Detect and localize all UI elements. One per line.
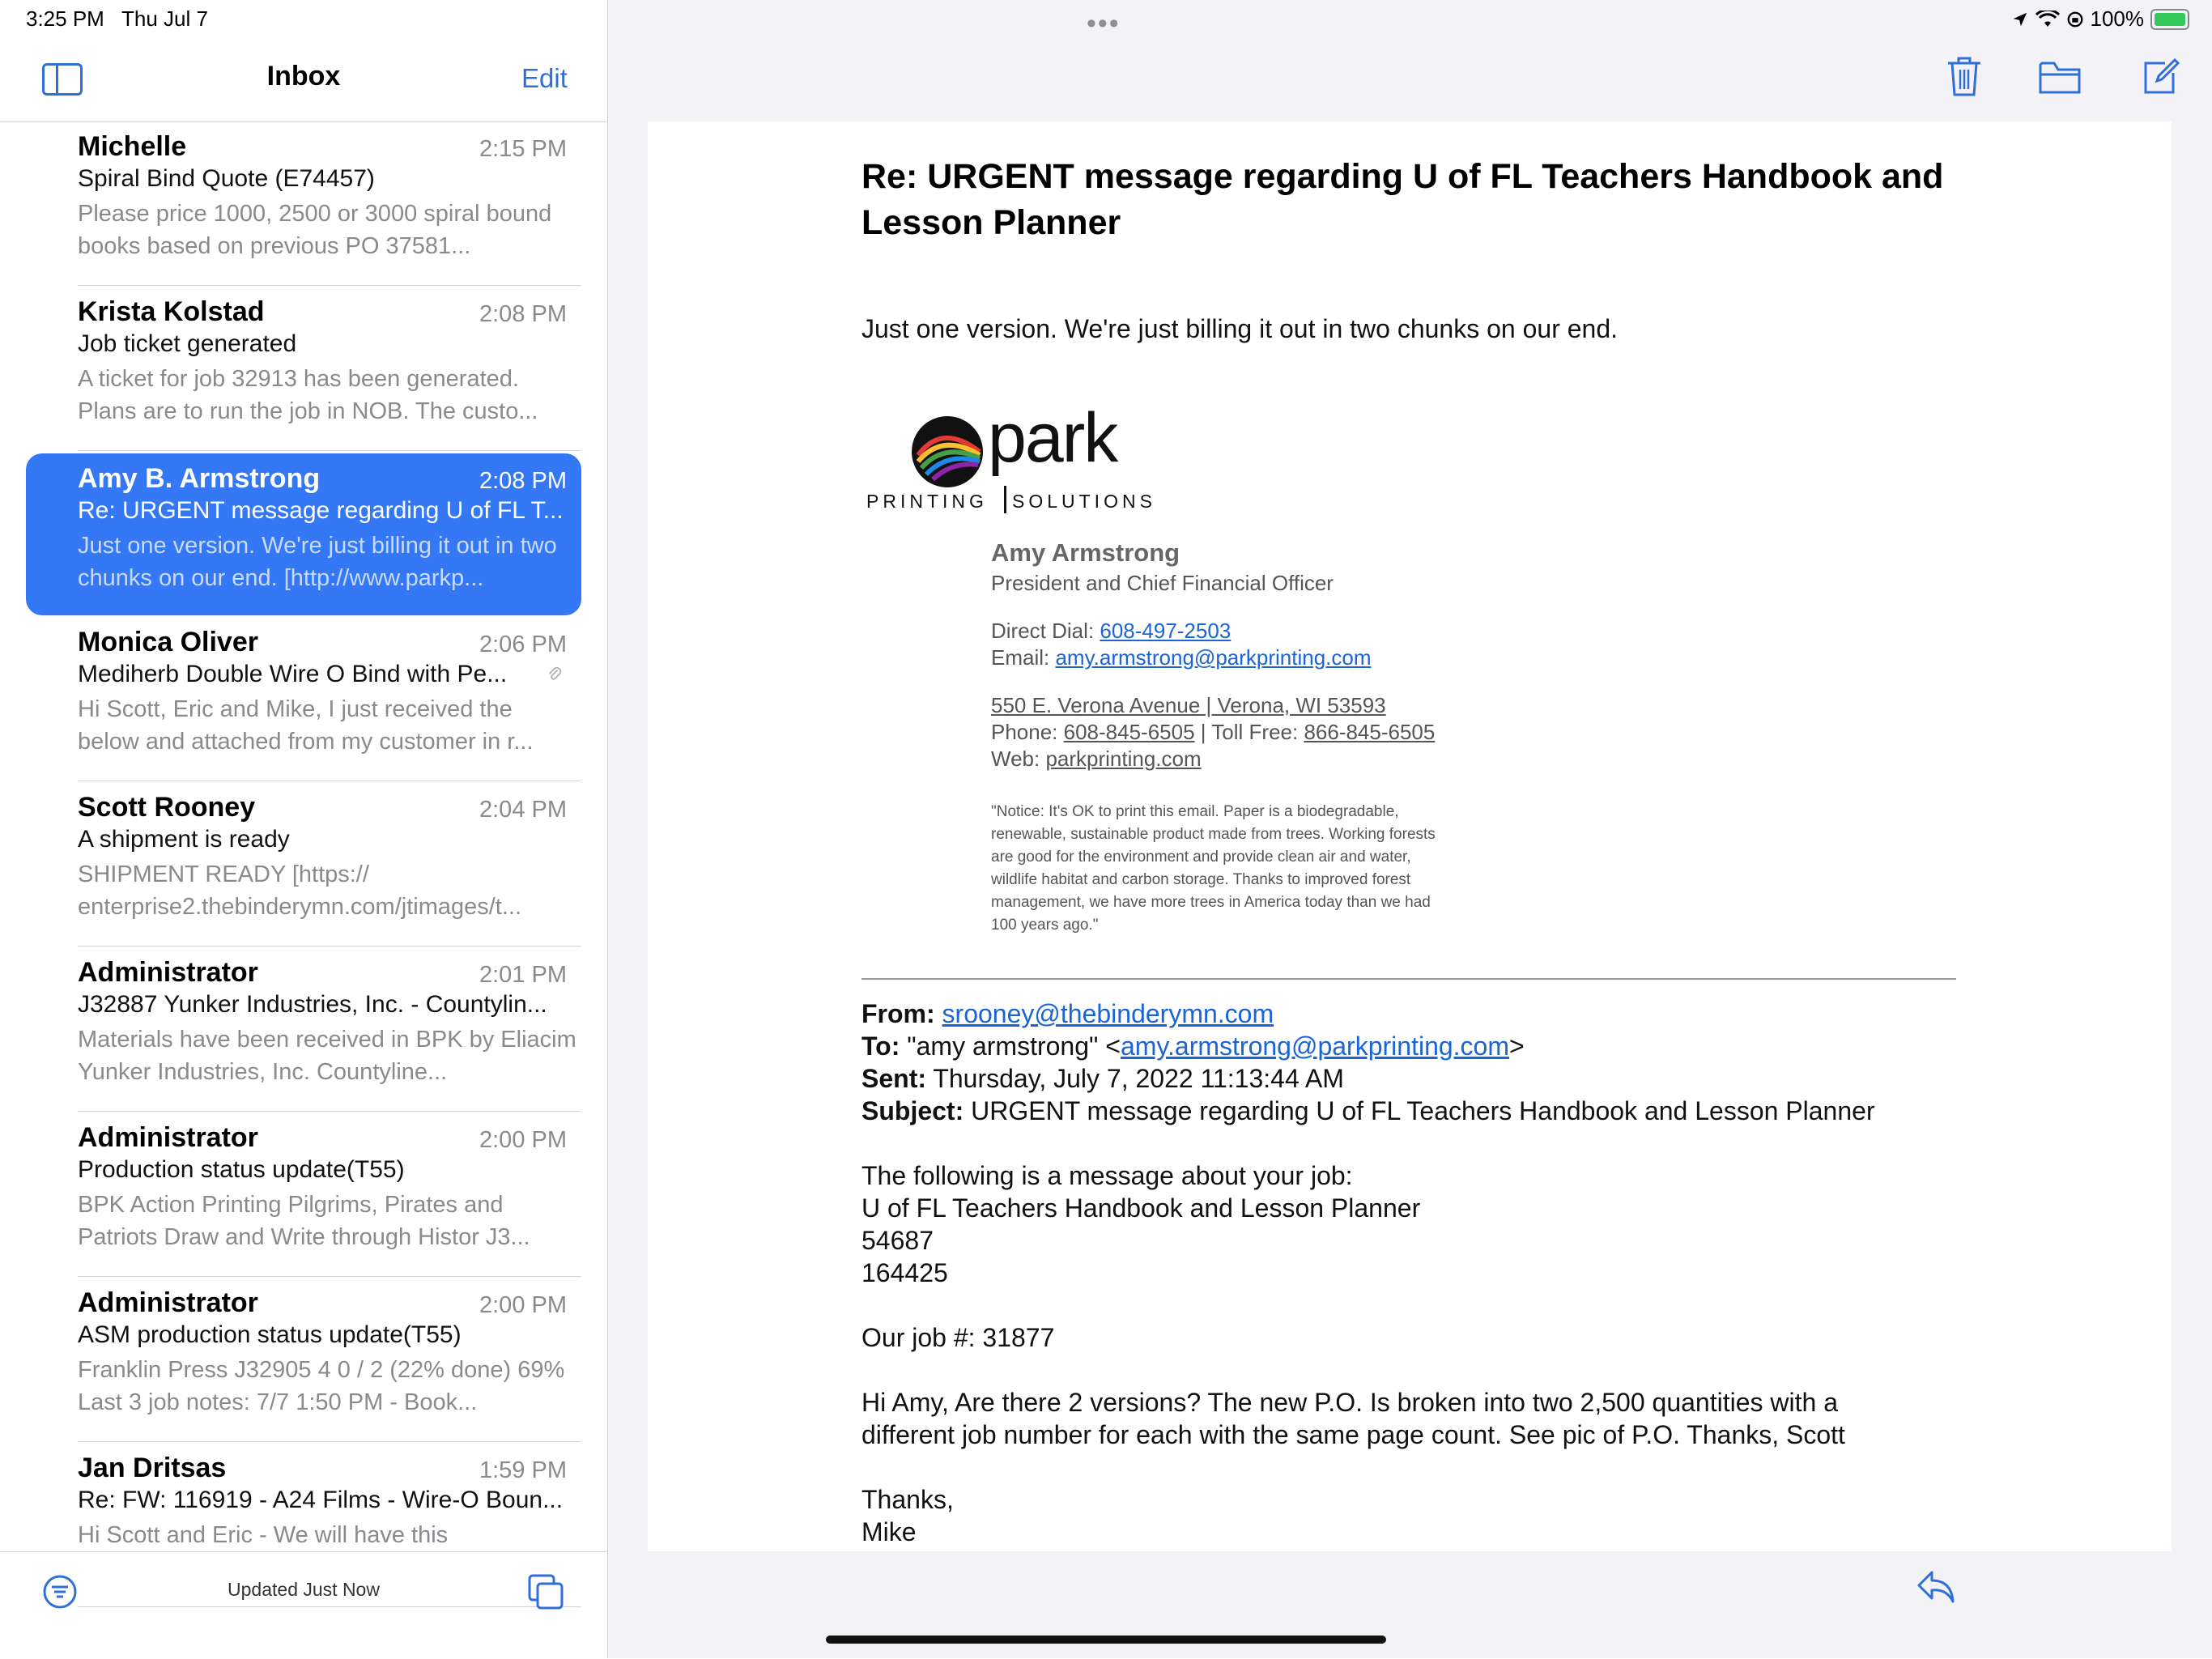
quoted-line: different job number for each with the same page count. See pic of P.O. Thanks, Scott — [861, 1420, 1845, 1449]
message-time: 2:15 PM — [479, 136, 567, 162]
stack-windows-icon[interactable] — [526, 1572, 565, 1611]
email-body-intro: Just one version. We're just billing it out in two chunks on our end. — [861, 314, 1619, 343]
message-time: 2:08 PM — [479, 468, 567, 494]
web-link[interactable]: parkprinting.com — [1045, 747, 1202, 771]
message-subject: Re: URGENT message regarding U of FL T... — [78, 497, 564, 524]
web-label: Web: — [991, 747, 1046, 771]
from-link[interactable]: srooney@thebinderymn.com — [942, 999, 1274, 1028]
message-subject: J32887 Yunker Industries, Inc. - Countylin... — [78, 991, 547, 1018]
location-icon — [2011, 11, 2029, 28]
email-subject: Re: URGENT message regarding U of FL Teachers Handbook and Lesson Planner — [861, 157, 1944, 242]
home-indicator[interactable] — [826, 1636, 1386, 1644]
message-subject: Production status update(T55) — [78, 1156, 405, 1183]
to-suffix: > — [1509, 1032, 1525, 1061]
quoted-sent — [861, 1062, 1995, 1095]
message-subject: Spiral Bind Quote (E74457) — [78, 165, 375, 192]
row-divider — [78, 1441, 581, 1442]
quoted-line: 164425 — [861, 1258, 948, 1287]
message-time: 2:01 PM — [479, 962, 567, 988]
message-time: 2:04 PM — [479, 797, 567, 823]
quoted-line: Mike — [861, 1517, 917, 1546]
row-divider — [78, 285, 581, 286]
message-sender: Administrator — [78, 957, 258, 988]
message-preview: Franklin Press J32905 4 0 / 2 (22% done) 69% Last 3 job notes: 7/7 1:50 PM - Book... — [78, 1357, 565, 1415]
edit-button[interactable]: Edit — [521, 63, 568, 93]
email-signature — [991, 538, 1493, 937]
row-divider — [78, 450, 581, 451]
park-printing-logo — [866, 399, 1158, 518]
signature-email — [991, 645, 1493, 670]
signature-notice: "Notice: It's OK to print this email. Paper is a biodegradable, renewable, sustainable product made from trees. Working forests are good for the environment and provide clean air and water, wildlife habitat and carbon storage. Thanks to improved forest management, we have more trees in America today than we had 100 years ago." — [991, 803, 1436, 934]
message-preview: BPK Action Printing Pilgrims, Pirates and Patriots Draw and Write through Histor J3... — [78, 1192, 530, 1250]
to-label: To: — [861, 1032, 900, 1061]
trash-icon[interactable] — [1946, 57, 1982, 97]
message-preview: SHIPMENT READY [https:// enterprise2.thebinderymn.com/jtimages/t... — [78, 861, 522, 920]
message-subject: Mediherb Double Wire O Bind with Pe... — [78, 661, 508, 687]
logo-word: park — [988, 399, 1117, 477]
folder-icon[interactable] — [2039, 60, 2081, 96]
message-subject: A shipment is ready — [78, 826, 290, 853]
direct-dial-label: Direct Dial: — [991, 619, 1100, 643]
quoted-subject — [861, 1095, 1995, 1127]
status-date: Thu Jul 7 — [121, 6, 208, 31]
signature-title: President and Chief Financial Officer — [991, 571, 1334, 595]
signature-name: Amy Armstrong — [991, 538, 1180, 567]
message-subject: Re: FW: 116919 - A24 Films - Wire-O Boun... — [78, 1487, 564, 1513]
message-sender: Michelle — [78, 131, 187, 162]
message-preview: A ticket for job 32913 has been generated. Plans are to run the job in NOB. The custo... — [78, 366, 538, 424]
from-label: From: — [861, 999, 935, 1028]
message-row[interactable] — [26, 1112, 581, 1277]
signature-phone — [991, 720, 1493, 745]
multitasking-dots-icon[interactable]: ••• — [1087, 8, 1121, 39]
quoted-line: U of FL Teachers Handbook and Lesson Planner — [861, 1193, 1421, 1223]
logo-tagline-right: SOLUTIONS — [1012, 491, 1156, 512]
attachment-icon — [546, 666, 564, 683]
message-time: 1:59 PM — [479, 1457, 567, 1483]
status-bar-indicators — [2011, 6, 2190, 32]
signature-web — [991, 747, 1493, 772]
phone-link[interactable]: 608-845-6505 — [1063, 720, 1195, 744]
message-subject: Job ticket generated — [78, 330, 297, 357]
logo-divider — [1004, 486, 1006, 513]
sent-label: Sent: — [861, 1064, 926, 1093]
message-time: 2:00 PM — [479, 1127, 567, 1153]
quoted-line: Our job #: 31877 — [861, 1323, 1055, 1352]
message-preview: Materials have been received in BPK by Eliacim Yunker Industries, Inc. Countyline... — [78, 1027, 576, 1085]
message-row[interactable] — [26, 947, 581, 1112]
update-status: Updated Just Now — [228, 1579, 380, 1600]
screen-lock-icon — [2066, 11, 2084, 28]
message-row[interactable] — [26, 782, 581, 946]
logo-emblem-icon — [910, 415, 985, 489]
direct-dial-link[interactable]: 608-497-2503 — [1100, 619, 1231, 643]
message-sender: Administrator — [78, 1287, 258, 1318]
message-sender: Scott Rooney — [78, 792, 256, 823]
message-row[interactable] — [26, 453, 581, 615]
message-preview: Just one version. We're just billing it out in two chunks on our end. [http://www.parkp... — [78, 533, 557, 591]
signature-email-link[interactable]: amy.armstrong@parkprinting.com — [1055, 645, 1372, 670]
message-time: 2:08 PM — [479, 301, 567, 327]
row-divider — [78, 1111, 581, 1112]
tollfree-link[interactable]: 866-845-6505 — [1304, 720, 1436, 744]
quoted-line: Hi Amy, Are there 2 versions? The new P.O. Is broken into two 2,500 quantities with a — [861, 1388, 1838, 1417]
quoted-body — [861, 1159, 1995, 1548]
wifi-icon — [2035, 11, 2060, 28]
tollfree-label: | Toll Free: — [1194, 720, 1304, 744]
sidebar-footer — [0, 1551, 607, 1659]
quoted-line: The following is a message about your job: — [861, 1161, 1353, 1190]
quoted-line: Thanks, — [861, 1485, 954, 1514]
subject-label: Subject: — [861, 1096, 964, 1125]
message-row[interactable] — [26, 1278, 581, 1442]
to-link[interactable]: amy.armstrong@parkprinting.com — [1120, 1032, 1509, 1061]
message-row[interactable] — [26, 287, 581, 451]
message-sender: Administrator — [78, 1122, 258, 1153]
quoted-from — [861, 998, 1995, 1030]
message-subject: ASM production status update(T55) — [78, 1321, 462, 1348]
email-label: Email: — [991, 645, 1056, 670]
message-preview: Please price 1000, 2500 or 3000 spiral bound books based on previous PO 37581... — [78, 201, 552, 259]
phone-label: Phone: — [991, 720, 1064, 744]
message-preview: Hi Scott and Eric - We will have this — [78, 1522, 449, 1548]
signature-address[interactable]: 550 E. Verona Avenue | Verona, WI 53593 — [991, 693, 1386, 717]
message-row[interactable] — [26, 121, 581, 286]
message-sender: Krista Kolstad — [78, 296, 265, 327]
message-sender: Amy B. Armstrong — [78, 463, 321, 494]
message-time: 2:06 PM — [479, 632, 567, 657]
to-prefix: "amy armstrong" < — [900, 1032, 1121, 1061]
quoted-header — [861, 998, 1995, 1127]
status-time: 3:25 PM — [26, 6, 104, 31]
quoted-line: 54687 — [861, 1226, 934, 1255]
subject-value: URGENT message regarding U of FL Teachers Handbook and Lesson Planner — [963, 1096, 1875, 1125]
logo-tagline-left: PRINTING — [866, 491, 988, 512]
message-preview: Hi Scott, Eric and Mike, I just received the below and attached from my customer in r... — [78, 696, 534, 755]
message-time: 2:00 PM — [479, 1292, 567, 1318]
message-sender: Jan Dritsas — [78, 1453, 227, 1483]
row-divider — [78, 1276, 581, 1277]
quoted-divider — [861, 978, 1956, 980]
mailbox-title: Inbox — [266, 61, 341, 91]
signature-direct-dial — [991, 619, 1493, 644]
battery-percent: 100% — [2090, 6, 2144, 31]
compose-icon[interactable] — [2141, 57, 2180, 97]
message-sender: Monica Oliver — [78, 627, 258, 657]
sent-value: Thursday, July 7, 2022 11:13:44 AM — [926, 1064, 1344, 1093]
reply-icon[interactable] — [1916, 1569, 1956, 1605]
quoted-to — [861, 1030, 1995, 1062]
status-bar-clock — [26, 6, 208, 32]
battery-icon — [2150, 9, 2189, 30]
message-row[interactable] — [26, 617, 581, 781]
